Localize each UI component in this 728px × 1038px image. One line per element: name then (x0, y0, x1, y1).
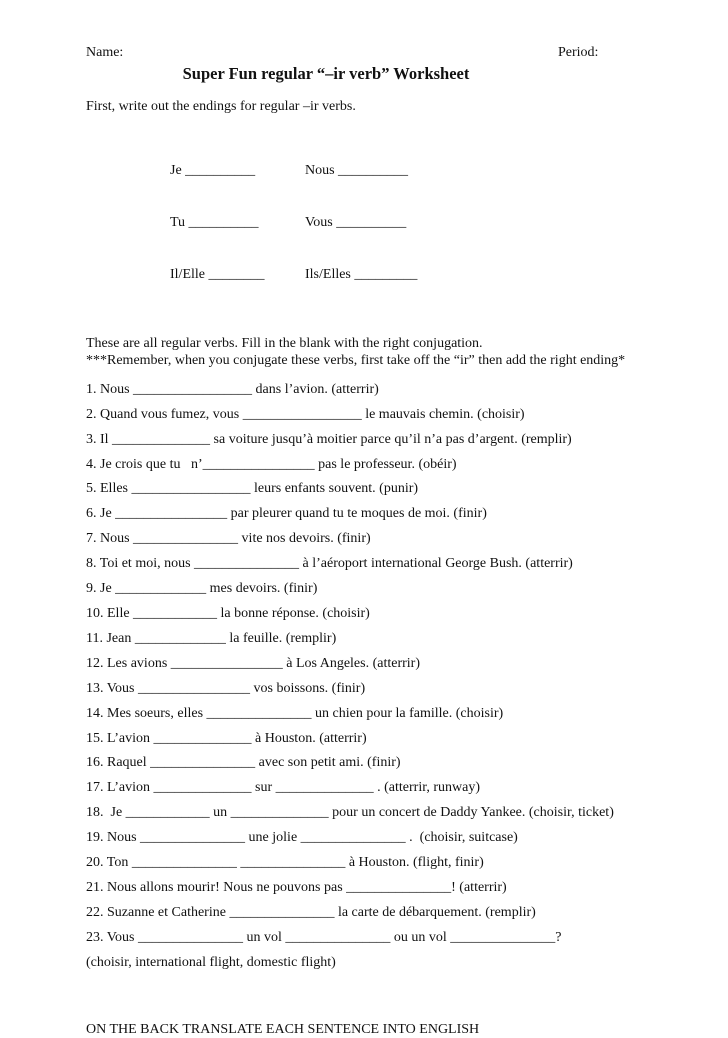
question-20: 20. Ton _______________ _______________ à Houston. (flight, finir) (86, 855, 484, 871)
footer-note: ON THE BACK TRANSLATE EACH SENTENCE INTO ENGLISH (86, 1021, 480, 1037)
ending-ils-elles: Ils/Elles _________ (305, 266, 418, 282)
instructions-line1: These are all regular verbs. Fill in the blank with the right conjugation. (86, 336, 483, 352)
endings-row (170, 162, 700, 179)
question-23-continuation: (choisir, international flight, domestic flight) (86, 954, 336, 970)
ending-vous: Vous __________ (305, 215, 407, 231)
ending-nous: Nous __________ (305, 163, 409, 179)
question-9: 9. Je _____________ mes devoirs. (finir) (86, 581, 318, 597)
period-label: Period: (558, 45, 599, 60)
question-10: 10. Elle ____________ la bonne réponse. (choisir) (86, 605, 370, 621)
question-11: 11. Jean _____________ la feuille. (remplir) (86, 630, 337, 646)
question-21: 21. Nous allons mourir! Nous ne pouvons pas _______________! (atterrir) (86, 879, 507, 895)
endings-row (170, 266, 700, 283)
question-22: 22. Suzanne et Catherine _______________ la carte de débarquement. (remplir) (86, 904, 536, 920)
question-16: 16. Raquel _______________ avec son petit ami. (finir) (86, 755, 401, 771)
question-2: 2. Quand vous fumez, vous _________________ le mauvais chemin. (choisir) (86, 406, 525, 422)
name-label: Name: (86, 45, 124, 60)
question-6: 6. Je ________________ par pleurer quand tu te moques de moi. (finir) (86, 506, 487, 522)
question-15: 15. L’avion ______________ à Houston. (atterrir) (86, 730, 367, 746)
question-list (86, 378, 700, 976)
question-5: 5. Elles _________________ leurs enfants souvent. (punir) (86, 481, 419, 497)
ending-il-elle: Il/Elle ________ (170, 266, 265, 282)
question-8: 8. Toi et moi, nous _______________ à l’aéroport international George Bush. (atterrir) (86, 556, 573, 572)
endings-row (170, 214, 700, 231)
endings-table (170, 128, 700, 317)
instructions-line2: ***Remember, when you conjugate these verbs, first take off the “ir” then add the right ending* (86, 353, 626, 369)
ending-je: Je __________ (170, 163, 256, 179)
page-title: Super Fun regular “–ir verb” Worksheet (182, 64, 470, 83)
question-13: 13. Vous ________________ vos boissons. (finir) (86, 680, 366, 696)
question-17: 17. L’avion ______________ sur ______________ . (atterrir, runway) (86, 780, 480, 796)
question-3: 3. Il ______________ sa voiture jusqu’à moitier parce qu’il n’a pas d’argent. (remplir) (86, 431, 572, 447)
question-12: 12. Les avions ________________ à Los Angeles. (atterrir) (86, 655, 420, 671)
question-4: 4. Je crois que tu n’________________ pas le professeur. (obéir) (86, 456, 457, 472)
intro-text: First, write out the endings for regular –ir verbs. (86, 99, 356, 114)
instructions (86, 336, 700, 370)
header (86, 44, 700, 62)
question-7: 7. Nous _______________ vite nos devoirs. (finir) (86, 531, 371, 547)
question-14: 14. Mes soeurs, elles _______________ un chien pour la famille. (choisir) (86, 705, 504, 721)
ending-tu: Tu __________ (170, 215, 259, 231)
question-18: 18. Je ____________ un ______________ pour un concert de Daddy Yankee. (choisir, ticket) (86, 805, 614, 821)
question-1: 1. Nous _________________ dans l’avion. (atterrir) (86, 381, 379, 397)
question-23: 23. Vous _______________ un vol _______________ ou un vol _______________? (86, 929, 562, 945)
question-19: 19. Nous _______________ une jolie _______________ . (choisir, suitcase) (86, 830, 518, 846)
